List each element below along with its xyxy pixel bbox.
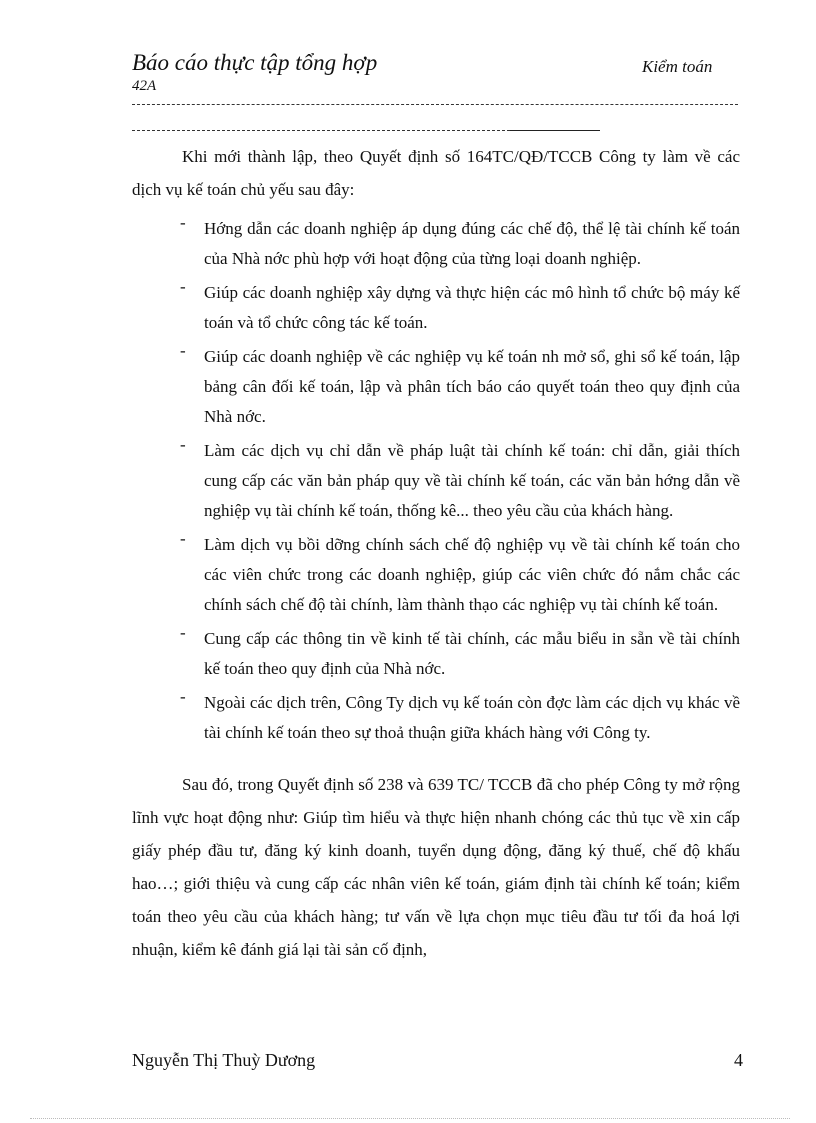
body-text	[132, 140, 740, 966]
header-class-code: 42A	[132, 78, 157, 94]
bullet-icon: -	[180, 529, 186, 548]
list-item	[132, 278, 740, 338]
footer-author: Nguyễn Thị Thuỳ Dương	[132, 1050, 316, 1070]
header-title: Báo cáo thực tập tổng hợp	[132, 50, 378, 75]
header-divider-solid	[510, 130, 600, 131]
list-item-text: Cung cấp các thông tin về kinh tế tài chính, các mẫu biểu in sẵn về tài chính kế toán theo quy định của Nhà nớc.	[204, 629, 740, 678]
bullet-icon: -	[180, 435, 186, 454]
list-item	[132, 436, 740, 526]
list-item	[132, 214, 740, 274]
bullet-icon: -	[180, 341, 186, 360]
bullet-icon: -	[180, 687, 186, 706]
list-item-text: Hớng dẫn các doanh nghiệp áp dụng đúng các chế độ, thể lệ tài chính kế toán của Nhà nớc phù hợp với hoạt động của từng loại doanh nghiệp.	[204, 219, 740, 268]
header-divider	[132, 104, 738, 105]
list-item	[132, 342, 740, 432]
bullet-icon: -	[180, 213, 186, 232]
header-divider-short	[132, 130, 510, 131]
page-bottom-divider	[30, 1118, 790, 1119]
list-item-text: Giúp các doanh nghiệp về các nghiệp vụ kế toán nh mở sổ, ghi sổ kế toán, lập bảng cân đối kế toán, lập và phân tích báo cáo quyết toán theo quy định của Nhà nớc.	[204, 347, 740, 426]
intro-paragraph: Khi mới thành lập, theo Quyết định số 164TC/QĐ/TCCB Công ty làm về các dịch vụ kế toán chủ yếu sau đây:	[132, 147, 740, 199]
list-item-text: Giúp các doanh nghiệp xây dựng và thực hiện các mô hình tổ chức bộ máy kế toán và tổ chức công tác kế toán.	[204, 283, 740, 332]
bullet-icon: -	[180, 277, 186, 296]
list-item	[132, 530, 740, 620]
list-item	[132, 688, 740, 748]
bullet-icon: -	[180, 623, 186, 642]
closing-paragraph: Sau đó, trong Quyết định số 238 và 639 TC/ TCCB đã cho phép Công ty mở rộng lĩnh vực hoạt động như: Giúp tìm hiểu và thực hiện nhanh chóng các thủ tục về xin cấp giấy phép đầu tư, đăng ký kinh doanh, tuyển dụng động, đăng ký thuế, chế độ khấu hao…; giới thiệu và cung cấp các nhân viên kế toán, giám định tài chính kế toán; kiểm toán theo yêu cầu của khách hàng; tư vấn về lựa chọn mục tiêu đầu tư tối đa hoá lợi nhuận, kiểm kê đánh giá lại tài sản cố định,	[132, 775, 740, 959]
page-number: 4	[734, 1050, 743, 1070]
list-item-text: Làm dịch vụ bồi dỡng chính sách chế độ nghiệp vụ về tài chính kế toán cho các viên chức trong các doanh nghiệp, giúp các viên chức đó nắm chắc các chính sách chế độ tài chính, làm thành thạo các nghiệp vụ tài chính kế toán.	[204, 535, 740, 614]
service-list	[132, 214, 740, 748]
header-subject: Kiểm toán	[642, 57, 713, 76]
list-item-text: Ngoài các dịch trên, Công Ty dịch vụ kế toán còn đợc làm các dịch vụ khác về tài chính kế toán theo sự thoả thuận giữa khách hàng với Công ty.	[204, 693, 740, 742]
list-item-text: Làm các dịch vụ chỉ dẫn về pháp luật tài chính kế toán: chỉ dẫn, giải thích cung cấp các văn bản pháp quy về tài chính kế toán, các văn bản hớng dẫn về nghiệp vụ tài chính kế toán, thống kê... theo yêu cầu của khách hàng.	[204, 441, 740, 520]
list-item	[132, 624, 740, 684]
